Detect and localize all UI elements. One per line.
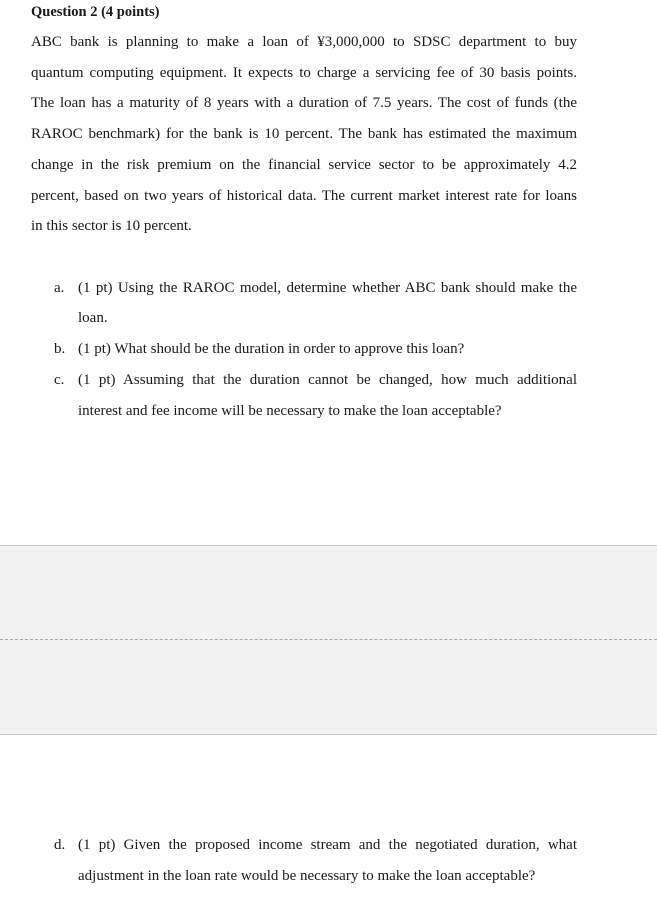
paragraph-line: change in the risk premium on the financial service sector to be approximately 4.2 xyxy=(31,157,577,173)
paragraph-line: The loan has a maturity of 8 years with a duration of 7.5 years. The cost of funds (the xyxy=(31,95,577,111)
subquestion-line: (1 pt) What should be the duration in order to approve this loan? xyxy=(78,341,465,357)
paragraph-line: ABC bank is planning to make a loan of ¥3,000,000 to SDSC department to buy xyxy=(31,34,577,50)
subquestion-marker: c. xyxy=(54,372,65,388)
subquestion-line: (1 pt) Given the proposed income stream and the negotiated duration, what xyxy=(78,837,577,853)
question-title: Question 2 (4 points) xyxy=(31,4,160,20)
page-break-divider xyxy=(0,639,657,640)
subquestion-line: (1 pt) Using the RAROC model, determine whether ABC bank should make the xyxy=(78,280,577,296)
subquestion-marker: b. xyxy=(54,341,66,357)
subquestion-line: adjustment in the loan rate would be necessary to make the loan acceptable? xyxy=(78,868,536,884)
paragraph-line: in this sector is 10 percent. xyxy=(31,218,192,234)
subquestion-marker: d. xyxy=(54,837,66,853)
subquestion-line: interest and fee income will be necessary to make the loan acceptable? xyxy=(78,403,502,419)
paragraph-line: RAROC benchmark) for the bank is 10 percent. The bank has estimated the maximum xyxy=(31,126,577,142)
subquestion-line: loan. xyxy=(78,310,108,326)
paragraph-line: quantum computing equipment. It expects to charge a servicing fee of 30 basis points. xyxy=(31,65,577,81)
subquestion-marker: a. xyxy=(54,280,65,296)
paragraph-line: percent, based on two years of historical data. The current market interest rate for loans xyxy=(31,188,577,204)
page-gap xyxy=(0,545,657,735)
subquestion-line: (1 pt) Assuming that the duration cannot be changed, how much additional xyxy=(78,372,577,388)
